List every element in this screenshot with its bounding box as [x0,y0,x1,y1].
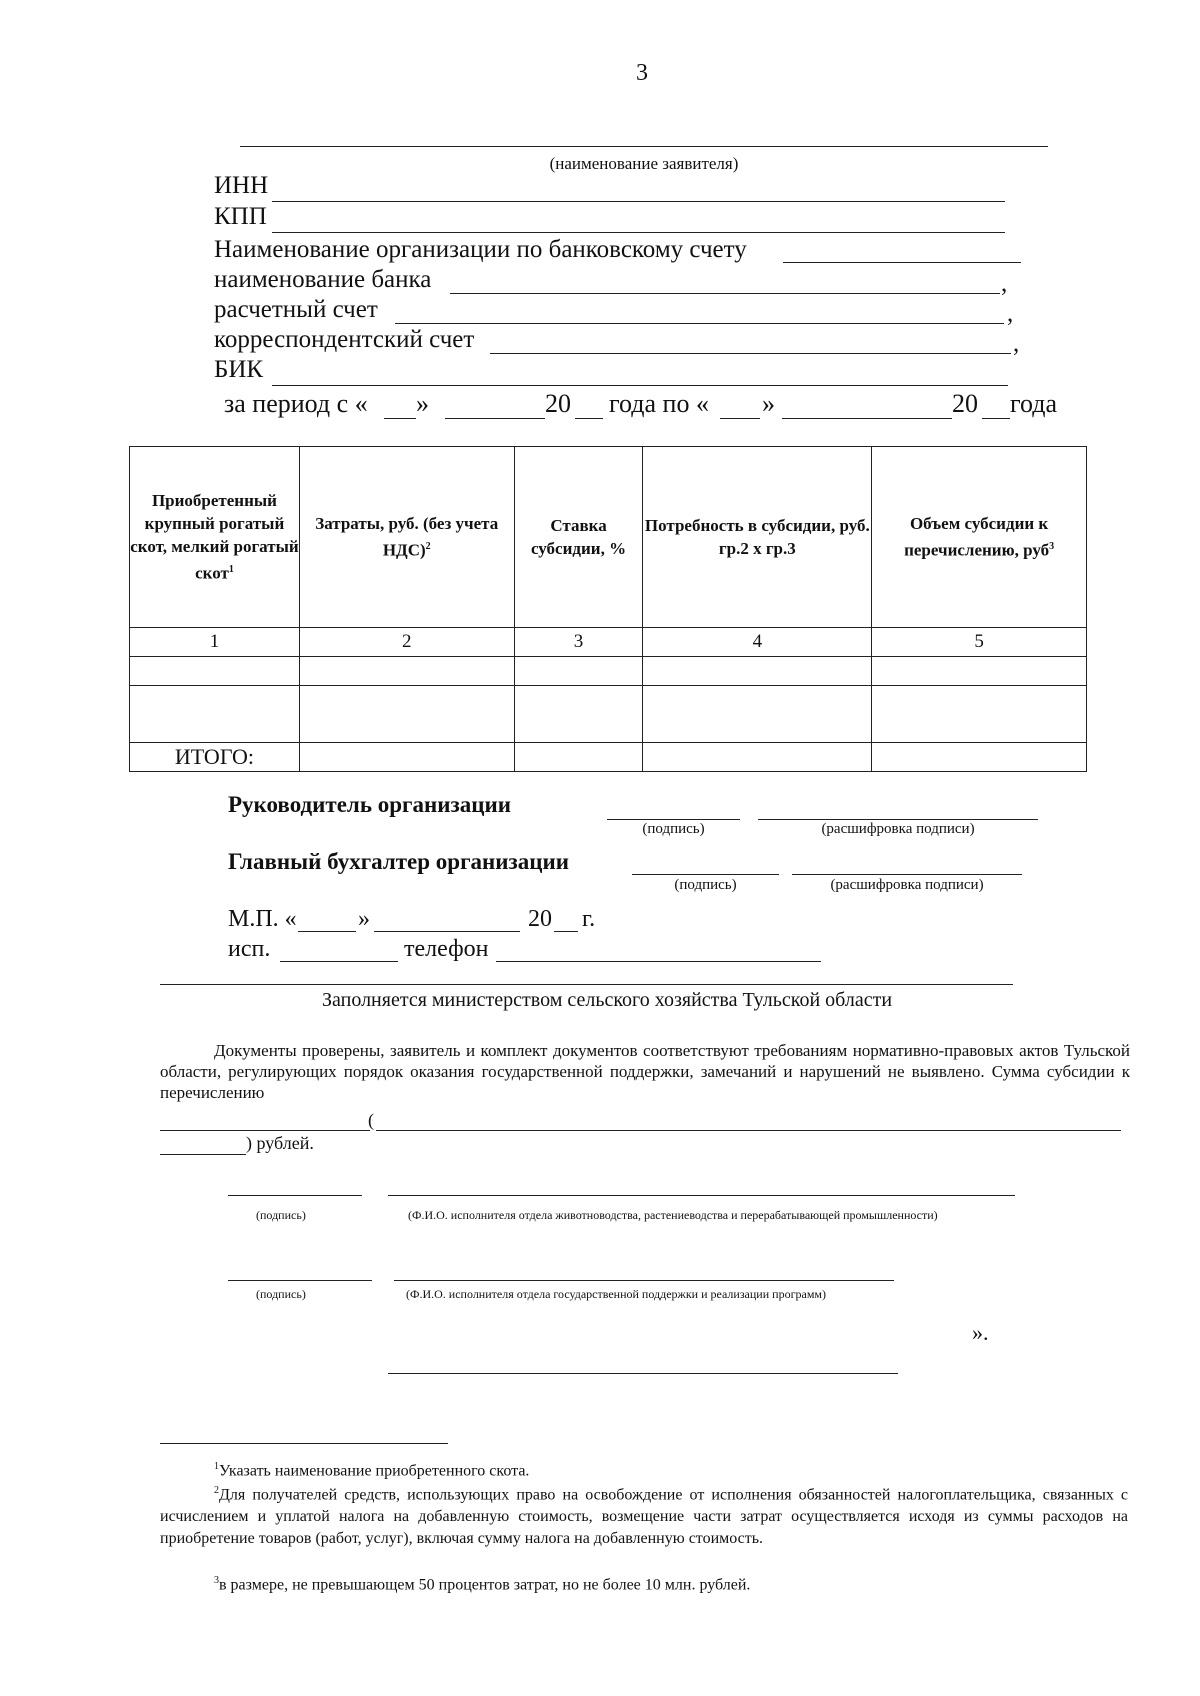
executor2-sign-caption: (подпись) [256,1287,306,1301]
table-row [130,686,1087,743]
table-header-row [130,447,1087,628]
rubles-label: ) рублей. [246,1133,314,1153]
column-number: 3 [514,628,643,657]
bank-name-input[interactable] [450,293,1000,294]
table-cell[interactable] [643,686,872,743]
period-from-year-input[interactable] [575,418,603,419]
org-name-input[interactable] [783,262,1021,263]
subsidy-amount-words-input[interactable] [376,1130,1121,1131]
kpp-label: КПП [214,203,267,230]
table-cell[interactable] [514,686,643,743]
table-cell[interactable] [643,657,872,686]
header-rate: Ставка субсидии, % [514,447,643,628]
phone-label: телефон [404,936,489,962]
applicant-name-line[interactable] [240,146,1048,147]
corr-account-label: корреспондентский счет [214,326,475,353]
executor1-caption: (Ф.И.О. исполнителя отдела животноводства, растениеводства и перерабатывающей промышленности) [408,1208,938,1222]
org-name-label: Наименование организации по банковскому счету [214,236,747,263]
table-cell[interactable] [514,743,643,772]
header-costs: Затраты, руб. (без учета НДС)$^2$ [299,447,514,628]
director-sign-caption: (подпись) [642,821,705,837]
accountant-decode-caption: (расшифровка подписи) [830,877,984,893]
period-to-day-input[interactable] [720,418,760,419]
director-decode-input[interactable] [758,819,1038,820]
applicant-caption: (наименование заявителя) [549,154,739,173]
header-livestock: Приобретенный крупный рогатый скот, мелкий рогатый скот$^1$ [130,447,300,628]
executor2-signature-input[interactable] [228,1280,372,1281]
bank-name-label: наименование банка [214,266,432,293]
table-row [130,657,1087,686]
closing-quote: ». [972,1320,989,1345]
period-to-year-input[interactable] [982,418,1010,419]
kpp-input[interactable] [272,232,1005,233]
column-number: 2 [299,628,514,657]
header-need: Потребность в субсидии, руб. гр.2 х гр.3 [643,447,872,628]
table-cell[interactable] [299,657,514,686]
table-cell[interactable] [872,657,1087,686]
table-cell[interactable] [872,686,1087,743]
corr-account-input[interactable] [490,353,1011,354]
inn-label: ИНН [214,172,269,199]
mp-year: 20 [528,906,552,932]
period-mid: года по « [609,389,709,418]
settlement-account-label: расчетный счет [214,296,378,323]
footnote-divider [160,1443,448,1444]
period-to-month-input[interactable] [782,418,952,419]
accountant-sign-caption: (подпись) [674,877,737,893]
executor2-name-input[interactable] [394,1280,894,1281]
header-volume: Объем субсидии к перечислению, руб$^3$ [872,447,1087,628]
bik-input[interactable] [272,385,1008,386]
table-cell[interactable] [130,657,300,686]
table-total-row [130,743,1087,772]
footnote-3: $^3$в размере, не превышающем 50 процентов затрат, но не более 10 млн. рублей. [214,1575,751,1594]
footnote-2: $^2$Для получателей средств, использующих право на освобождение от исполнения обязанностей налогоплательщика, связанных с исчислением и уплатой налога на добавленную стоимость, возмещение части затрат осуществляется исходя из суммы расходов на приобретение товаров (работ, услуг), включая сумму налога на добавленную стоимость. [160,1485,1128,1548]
accountant-decode-input[interactable] [792,874,1022,875]
column-number: 5 [872,628,1087,657]
table-cell[interactable] [514,657,643,686]
table-cell[interactable] [299,686,514,743]
ministry-title: Заполняется министерством сельского хозяйства Тульской области [322,989,893,1011]
mp-g: г. [582,906,596,932]
executor1-sign-caption: (подпись) [256,1208,306,1222]
column-number: 1 [130,628,300,657]
footnote-1: $^1$Указать наименование приобретенного скота. [214,1461,530,1480]
mp-label: М.П. « [228,906,297,932]
settlement-account-input[interactable] [395,323,1004,324]
period-from-year: 20 [545,389,571,418]
mp-year-input[interactable] [554,931,578,932]
phone-input[interactable] [496,961,821,962]
isp-label: исп. [228,936,271,962]
executor2-caption: (Ф.И.О. исполнителя отдела государственной поддержки и реализации программ) [406,1287,827,1301]
column-number: 4 [643,628,872,657]
table-cell[interactable] [643,743,872,772]
director-label: Руководитель организации [228,792,511,817]
closing-line [388,1373,898,1374]
divider [160,984,1013,985]
period-from-close: » [416,389,429,418]
mp-close: » [358,906,370,932]
open-paren: ( [368,1110,374,1130]
isp-input[interactable] [280,961,398,962]
corr-account-comma: , [1013,330,1020,357]
subsidy-table [129,446,1087,772]
ministry-paragraph: Документы проверены, заявитель и комплект документов соответствуют требованиям нормативно-правовых актов Тульской области, регулирующих порядок оказания государственной поддержки, замечаний и нарушений не выявлено. Сумма субсидии к перечислению [160,1041,1130,1102]
period-to-year: 20 [952,389,978,418]
period-to-close: » [762,389,775,418]
page-number: 3 [636,60,648,86]
subsidy-amount-words-cont-input[interactable] [160,1154,246,1155]
table-cell[interactable] [872,743,1087,772]
mp-month-input[interactable] [374,931,520,932]
executor1-signature-input[interactable] [228,1195,362,1196]
accountant-label: Главный бухгалтер организации [228,849,570,874]
bik-label: БИК [214,356,264,383]
total-label: ИТОГО: [130,743,300,772]
director-signature-input[interactable] [607,819,740,820]
director-decode-caption: (расшифровка подписи) [821,821,975,837]
period-suffix: года [1010,389,1058,418]
period-prefix: за период с « [224,389,368,418]
table-number-row [130,628,1087,657]
settlement-account-comma: , [1007,300,1014,327]
bank-name-comma: , [1001,270,1008,297]
table-cell[interactable] [130,686,300,743]
subsidy-amount-input[interactable] [160,1130,370,1131]
mp-day-input[interactable] [298,931,356,932]
table-cell[interactable] [299,743,514,772]
executor1-name-input[interactable] [388,1195,1015,1196]
accountant-signature-input[interactable] [632,874,779,875]
inn-input[interactable] [272,201,1005,202]
period-from-day-input[interactable] [384,418,416,419]
period-from-month-input[interactable] [445,418,545,419]
